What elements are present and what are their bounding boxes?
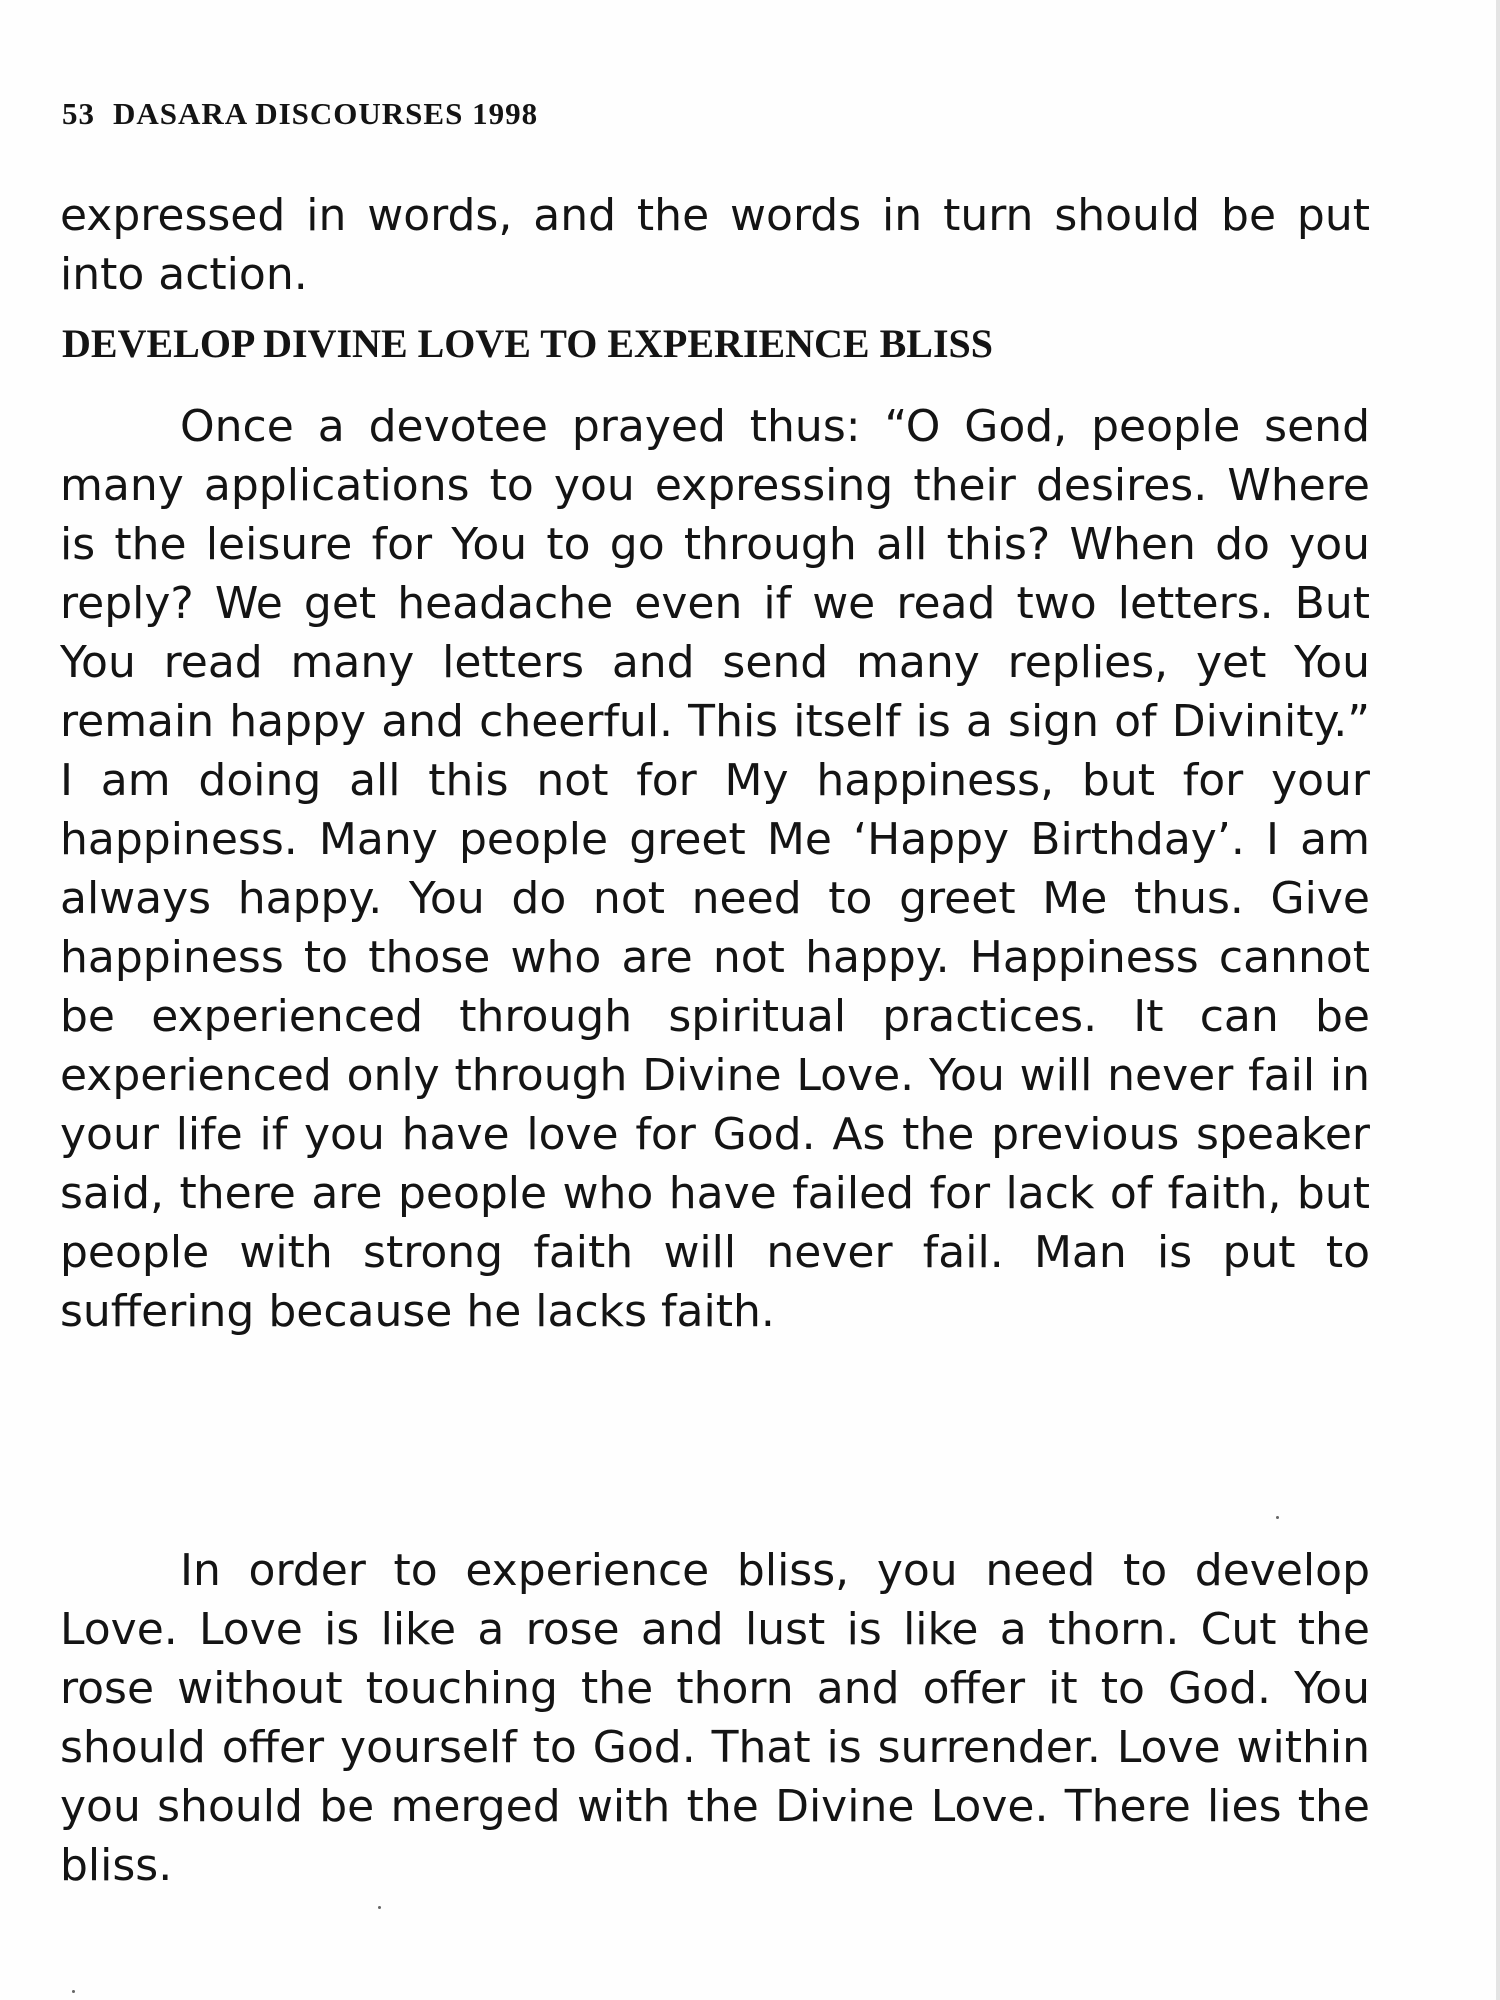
scan-speck [378,1906,381,1909]
scan-edge [1496,0,1500,2000]
book-title: DASARA DISCOURSES 1998 [113,96,539,131]
scan-speck [72,1990,75,1993]
paragraph-bliss-love: In order to experience bliss, you need to develop Love. Love is like a rose and lust is like a thorn. Cut the rose without touching the thorn and offer it to God. You should offer yourself to God. That is surrender. Love within you should be merged with the Divine Love. There lies the bliss. [60,1545,1370,1891]
section-heading: DEVELOP DIVINE LOVE TO EXPERIENCE BLISS [62,321,994,366]
scan-speck [1276,1516,1279,1519]
paragraph-devotee-prayer: Once a devotee prayed thus: “O God, people send many applications to you expressing their desires. Where is the leisure for You to go through all this? When do you reply? We get headache even if we read two letters. But You read many letters and send many replies, yet You remain happy and cheerful. This itself is a sign of Divinity.” I am doing all this not for My happiness, but for your happiness. Many people greet Me ‘Happy Birthday’. I am always happy. You do not need to greet Me thus. Give happiness to those who are not happy. Happiness cannot be experienced through spiritual practices. It can be experienced only through Divine Love. You will never fail in your life if you have love for God. As the previous speaker said, there are people who have failed for lack of faith, but people with strong faith will never fail. Man is put to suffering because he lacks faith. [60,401,1370,1337]
page-number: 53 [62,96,95,131]
running-header [62,96,538,132]
paragraph-continuation: expressed in words, and the words in turn should be put into action. [60,190,1370,300]
